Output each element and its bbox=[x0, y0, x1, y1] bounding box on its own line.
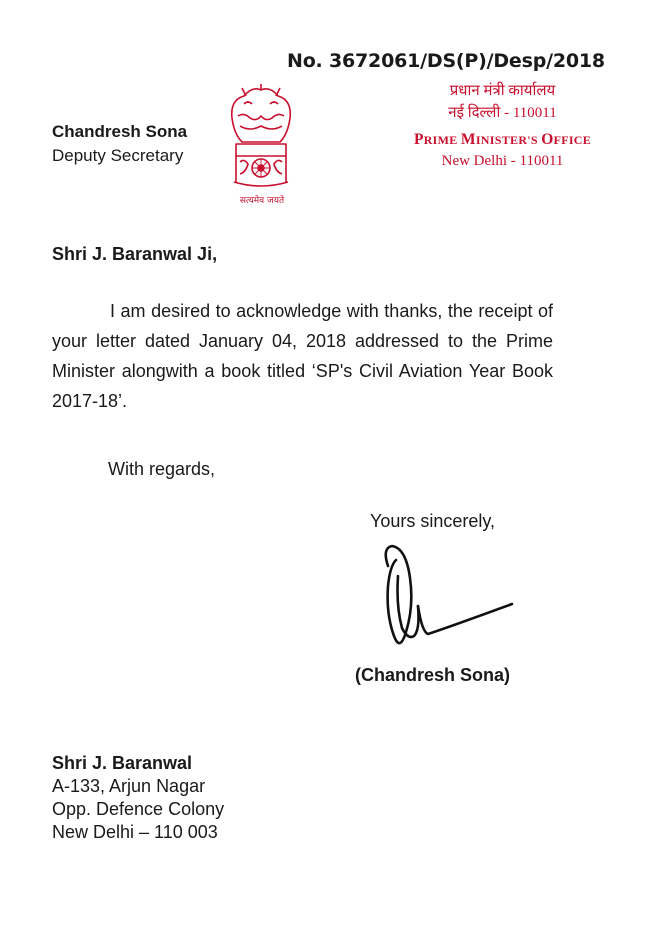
office-header bbox=[380, 82, 625, 171]
signatory-name: (Chandresh Sona) bbox=[355, 665, 511, 685]
address-line-1: A-133, Arjun Nagar bbox=[52, 776, 206, 796]
office-name-ffice: FFICE bbox=[553, 133, 592, 147]
salutation: Shri J. Baranwal Ji, bbox=[52, 244, 218, 264]
office-name-o: O bbox=[541, 131, 554, 148]
recipient-address bbox=[52, 752, 224, 844]
office-name-inisters: INISTER'S bbox=[475, 133, 542, 147]
office-name-rime: RIME bbox=[423, 133, 461, 147]
office-hindi-name: प्रधान मंत्री कार्यालय bbox=[449, 83, 556, 99]
office-hindi-city: नई दिल्ली - 110011 bbox=[448, 105, 557, 121]
closing: Yours sincerely, bbox=[370, 511, 496, 531]
sender-title: Deputy Secretary bbox=[52, 146, 184, 165]
recipient-name: Shri J. Baranwal bbox=[52, 753, 193, 773]
regards: With regards, bbox=[108, 459, 216, 479]
office-name-m: M bbox=[460, 131, 476, 148]
address-line-3: New Delhi – 110 003 bbox=[52, 822, 218, 842]
sender-name: Chandresh Sona bbox=[52, 122, 188, 141]
letter-body bbox=[52, 296, 553, 416]
office-english-city: New Delhi - 110011 bbox=[441, 153, 564, 169]
national-emblem-icon bbox=[222, 82, 300, 206]
handwritten-signature-icon bbox=[362, 536, 522, 666]
office-name-p: P bbox=[413, 131, 424, 148]
letter-body-text: I am desired to acknowledge with thanks, the receipt of your letter dated January 04, 2018 addressed to the Prime Minister alongwith a book titled ‘SP's Civil Aviation Year Book 2017-18’. bbox=[52, 301, 553, 411]
address-line-2: Opp. Defence Colony bbox=[52, 799, 225, 819]
office-english-name bbox=[380, 129, 625, 151]
reference-number: No. 3672061/DS(P)/Desp/2018 bbox=[287, 50, 605, 72]
emblem-motto: सत्यमेव जयते bbox=[239, 196, 285, 206]
